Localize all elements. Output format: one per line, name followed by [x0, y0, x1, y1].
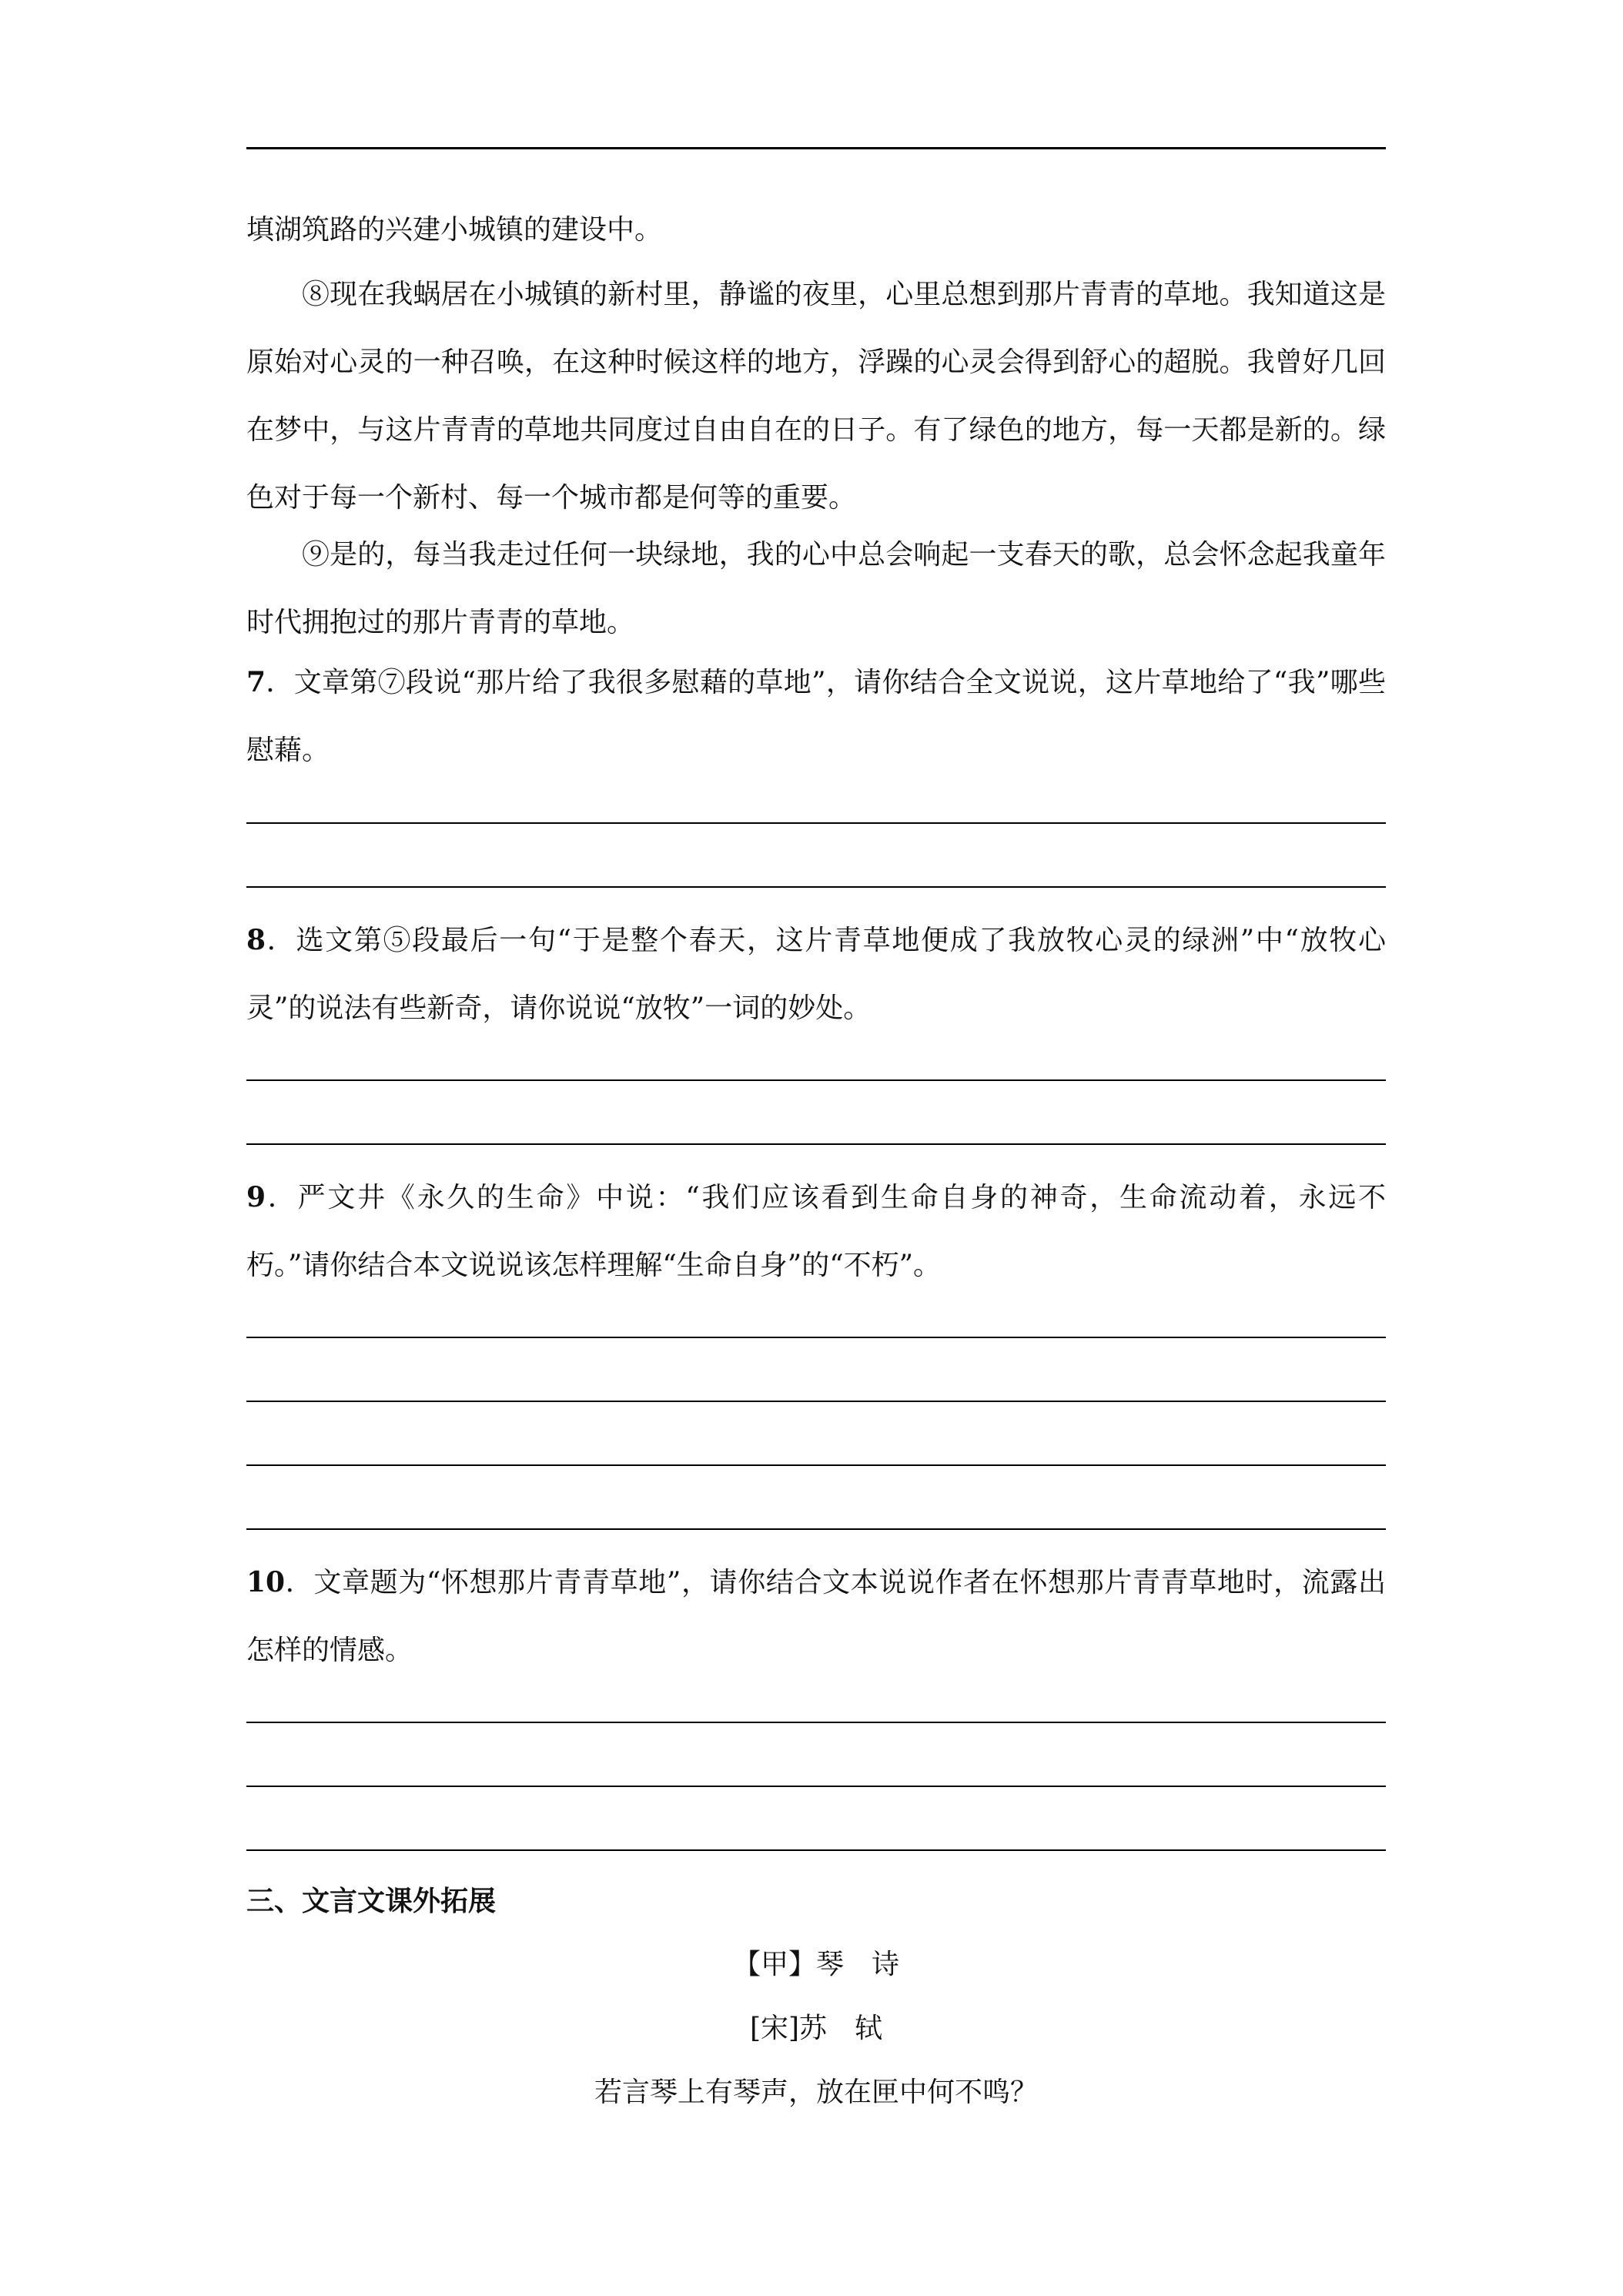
poem-line: 若言琴上有琴声，放在匣中何不鸣？ [594, 2077, 1038, 2108]
header-rule [246, 147, 1386, 149]
question-7 [246, 648, 1386, 785]
answer-line[interactable] [246, 1401, 1386, 1402]
question-text: ．选文第⑤段最后一句“于是整个春天，这片青草地便成了我放牧心灵的绿洲”中“放牧心灵”的说法有些新奇，请你说说“放牧”一词的妙处。 [246, 925, 1386, 1024]
answer-line[interactable] [246, 886, 1386, 888]
answer-line[interactable] [246, 1849, 1386, 1851]
answer-line[interactable] [246, 1337, 1386, 1338]
answer-line[interactable] [246, 1722, 1386, 1723]
answer-line[interactable] [246, 1464, 1386, 1466]
answer-line[interactable] [246, 1528, 1386, 1530]
question-number: 7 [246, 666, 266, 698]
question-text: ．文章第⑦段说“那片给了我很多慰藉的草地”，请你结合全文说说，这片草地给了“我”哪些慰藉。 [246, 667, 1386, 766]
passage-paragraph-9: ⑨是的，每当我走过任何一块绿地，我的心中总会响起一支春天的歌，总会怀念起我童年时代拥抱过的那片青青的草地。 [246, 539, 1386, 638]
poem-title: 【甲】琴 诗 [732, 1949, 899, 1980]
answer-line[interactable] [246, 1143, 1386, 1145]
question-8 [246, 906, 1386, 1043]
question-9 [246, 1163, 1386, 1300]
question-text: ．严文井《永久的生命》中说：“我们应该看到生命自身的神奇，生命流动着，永远不朽。”请你结合本文说说该怎样理解“生命自身”的“不朽”。 [246, 1182, 1386, 1281]
answer-line[interactable] [246, 822, 1386, 824]
answer-line[interactable] [246, 1786, 1386, 1787]
question-text: ．文章题为“怀想那片青青草地”，请你结合文本说说作者在怀想那片青青草地时，流露出怎样的情感。 [246, 1567, 1386, 1666]
question-number: 10 [246, 1566, 286, 1598]
question-number: 8 [246, 924, 266, 956]
question-10 [246, 1548, 1386, 1685]
answer-line[interactable] [246, 1079, 1386, 1081]
passage-continuation: 填湖筑路的兴建小城镇的建设中。 [246, 214, 663, 246]
poem-author: [宋]苏 轼 [749, 2013, 883, 2044]
question-number: 9 [246, 1181, 266, 1213]
section-heading: 三、文言文课外拓展 [246, 1885, 497, 1917]
passage-paragraph-8: ⑧现在我蜗居在小城镇的新村里，静谧的夜里，心里总想到那片青青的草地。我知道这是原始对心灵的一种召唤，在这种时候这样的地方，浮躁的心灵会得到舒心的超脱。我曾好几回在梦中，与这片青青的草地共同度过自由自在的日子。有了绿色的地方，每一天都是新的。绿色对于每一个新村、每一个城市都是何等的重要。 [246, 279, 1386, 514]
